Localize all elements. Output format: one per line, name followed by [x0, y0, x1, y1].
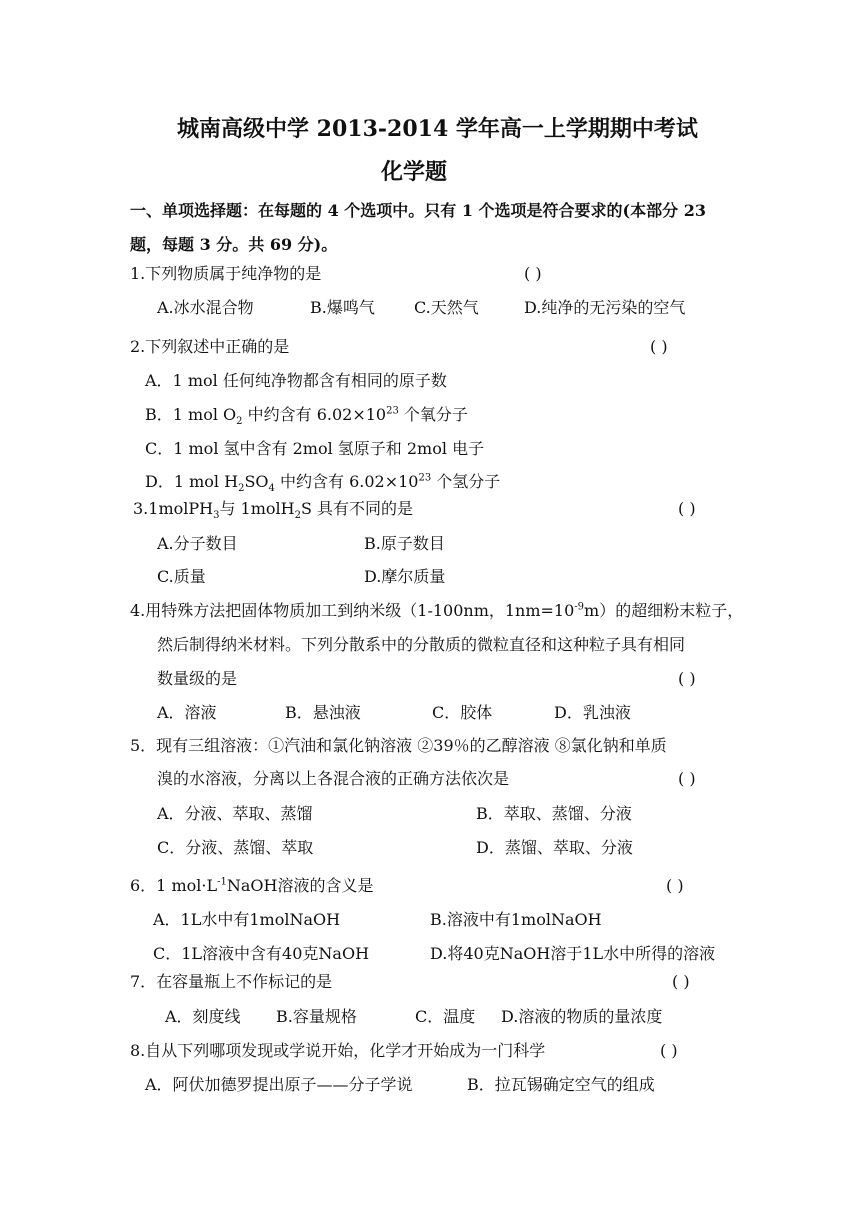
- q4-stem-line3: 数量级的是: [157, 669, 238, 688]
- q3-stem: 3.1molPH$_3$与 1molH$_2$S 具有不同的是: [133, 499, 414, 522]
- q4-option-a: A．溶液: [157, 703, 217, 722]
- q2-answer-blank: ( ): [650, 337, 668, 356]
- q2-stem: 2.下列叙述中正确的是: [130, 337, 290, 356]
- section-heading-line1: 一、单项选择题：在每题的 4 个选项中。只有 1 个选项是符合要求的(本部分 23: [130, 201, 706, 220]
- q5-option-a: A．分液、萃取、蒸馏: [157, 804, 313, 823]
- q7-stem: 7．在容量瓶上不作标记的是: [130, 972, 333, 991]
- exam-subtitle: 化学题: [381, 159, 448, 185]
- q3-option-c: C.质量: [157, 567, 206, 586]
- q2-option-a: A．1 mol 任何纯净物都含有相同的原子数: [145, 371, 447, 390]
- q6-option-a: A．1L水中有1molNaOH: [153, 910, 341, 929]
- q4-stem-line1: 4.用特殊方法把固体物质加工到纳米级（1-100nm，$1nm=10^{-9}m$）的超细粉末粒子，: [130, 601, 744, 620]
- q3-option-d: D.摩尔质量: [364, 567, 446, 586]
- q2-option-c: C．1 mol 氢中含有 2mol 氢原子和 2mol 电子: [145, 439, 485, 458]
- q5-stem-line2: 溴的水溶液，分离以上各混合液的正确方法依次是: [157, 769, 510, 788]
- q4-answer-blank: ( ): [678, 669, 696, 688]
- section-heading-line2: 题，每题 3 分。共 69 分)。: [130, 235, 338, 254]
- q3-option-b: B.原子数目: [364, 534, 445, 553]
- q7-option-b: B.容量规格: [276, 1007, 357, 1026]
- q6-option-b: B.溶液中有1molNaOH: [430, 910, 602, 929]
- q4-option-b: B．悬浊液: [285, 703, 361, 722]
- q7-option-d: D.溶液的物质的量浓度: [501, 1007, 663, 1026]
- q1-option-d: D.纯净的无污染的空气: [524, 298, 686, 317]
- q2-option-b: B．1 mol $O_2$ 中约含有 $6.02\times 10^{23}$ 个氧分子: [145, 405, 468, 428]
- exam-title: 城南高级中学 2013-2014 学年高一上学期期中考试: [177, 116, 698, 142]
- q1-option-b: B.爆鸣气: [310, 298, 375, 317]
- q5-stem-line1: 5．现有三组溶液：①汽油和氯化钠溶液 ②39％的乙醇溶液 ⑧氯化钠和单质: [130, 736, 667, 755]
- q8-option-b: B．拉瓦锡确定空气的组成: [467, 1075, 655, 1094]
- q6-option-c: C．1L溶液中含有40克NaOH: [153, 944, 370, 963]
- q8-stem: 8.自从下列哪项发现或学说开始，化学才开始成为一门科学: [130, 1041, 546, 1060]
- q1-option-a: A.冰水混合物: [157, 298, 254, 317]
- q5-option-c: C．分液、蒸馏、萃取: [157, 838, 314, 857]
- q7-answer-blank: ( ): [672, 972, 690, 991]
- q2-option-d: D．1 mol $H_2SO_4$ 中约含有 $6.02\times 10^{23}$ 个氢分子: [145, 472, 501, 495]
- q4-option-c: C．胶体: [432, 703, 493, 722]
- q8-option-a: A．阿伏加德罗提出原子——分子学说: [145, 1075, 413, 1094]
- q6-answer-blank: ( ): [666, 876, 684, 895]
- q1-stem: 1.下列物质属于纯净物的是: [130, 264, 322, 283]
- q4-option-d: D．乳浊液: [554, 703, 631, 722]
- q6-stem: 6．1 $mol\cdot L^{-1}NaOH$溶液的含义是: [130, 876, 374, 895]
- q6-option-d: D.将40克NaOH溶于1L水中所得的溶液: [430, 944, 716, 963]
- q4-stem-line2: 然后制得纳米材料。下列分散系中的分散质的微粒直径和这种粒子具有相同: [157, 635, 686, 654]
- q5-option-d: D．蒸馏、萃取、分液: [476, 838, 633, 857]
- q3-answer-blank: ( ): [678, 499, 696, 518]
- q1-answer-blank: ( ): [524, 264, 542, 283]
- q5-option-b: B．萃取、蒸馏、分液: [476, 804, 632, 823]
- q7-option-c: C．温度: [415, 1007, 476, 1026]
- q7-option-a: A．刻度线: [165, 1007, 241, 1026]
- q5-answer-blank: ( ): [678, 769, 696, 788]
- q3-option-a: A.分子数目: [157, 534, 238, 553]
- q8-answer-blank: ( ): [660, 1041, 678, 1060]
- q1-option-c: C.天然气: [414, 298, 479, 317]
